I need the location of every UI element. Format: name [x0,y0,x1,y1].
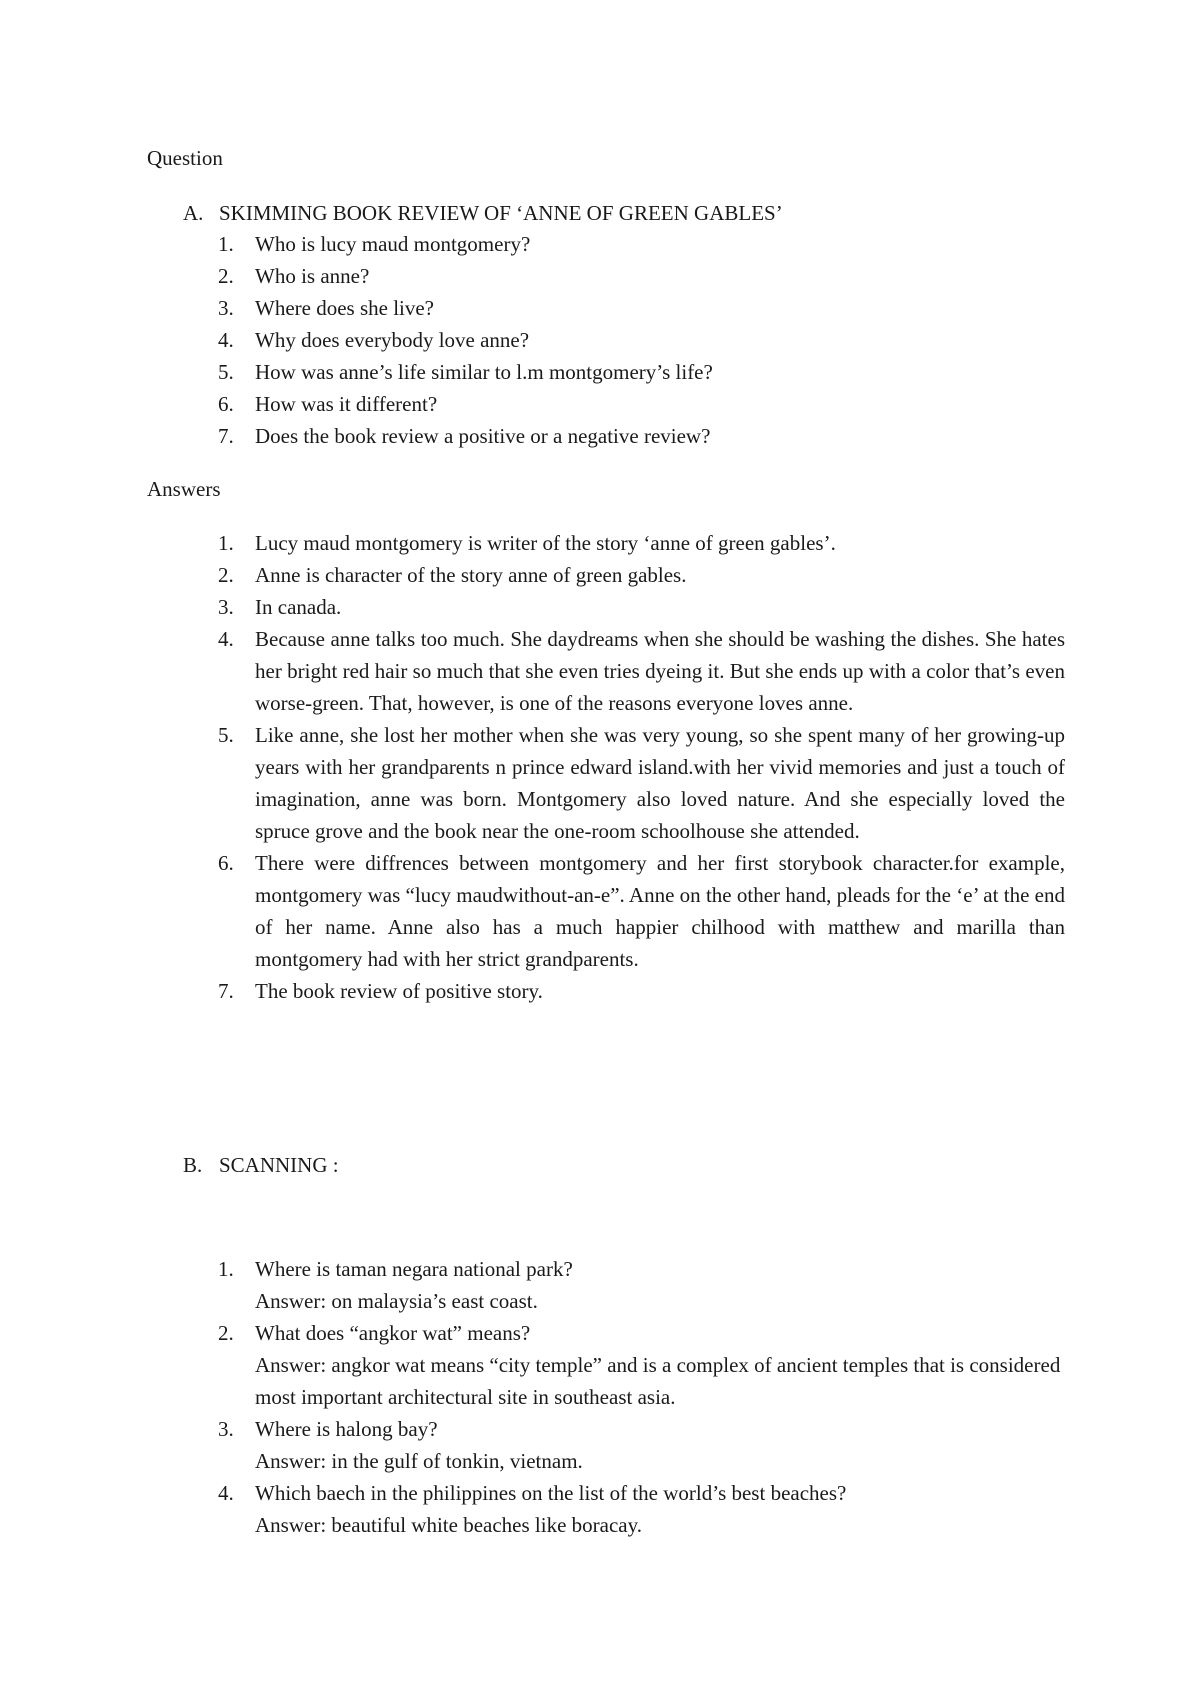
question-text: How was it different? [255,392,438,416]
scanning-question: Where is halong bay? [255,1417,438,1441]
question-text: How was anne’s life similar to l.m montgomery’s life? [255,360,713,384]
answer-number: 3. [218,595,234,619]
question-item [0,356,1065,388]
answer-number: 2. [218,563,234,587]
answer-number: 1. [218,531,234,555]
question-item [0,324,1065,356]
question-item [0,388,1065,420]
answer-item [0,623,1065,719]
answer-text: Lucy maud montgomery is writer of the story ‘anne of green gables’. [255,531,836,555]
answer-item [0,847,1065,975]
section-b-title [183,1153,339,1178]
scanning-item [0,1317,1065,1413]
question-number: 2. [218,264,234,288]
answer-item [0,975,1065,1007]
question-item [0,420,1065,452]
answer-number: 7. [218,979,234,1003]
answer-text: The book review of positive story. [255,979,543,1003]
scanning-question: Where is taman negara national park? [255,1257,573,1281]
question-number: 6. [218,392,234,416]
scanning-number: 3. [218,1417,234,1441]
question-number: 4. [218,328,234,352]
answers-heading: Answers [147,477,221,501]
question-heading: Question [147,146,223,170]
question-item [0,260,1065,292]
question-number: 7. [218,424,234,448]
answer-text: Anne is character of the story anne of green gables. [255,563,687,587]
answers-list [0,527,1065,1007]
section-a-question-list [0,228,1065,452]
section-a-title [183,201,783,226]
scanning-item [0,1477,1065,1541]
question-text: Who is anne? [255,264,370,288]
scanning-list [0,1253,1065,1541]
scanning-answer: Answer: on malaysia’s east coast. [255,1289,538,1313]
answer-number: 6. [218,851,234,875]
question-text: Who is lucy maud montgomery? [255,232,531,256]
scanning-answer: Answer: beautiful white beaches like boracay. [255,1513,642,1537]
answer-text: Like anne, she lost her mother when she was very young, so she spent many of her growing-up years with her grandparents n prince edward island.with her vivid memories and just a touch of imagination, anne was born. Montgomery also loved nature. And she especially loved the spruce grove and the book near the one-room schoolhouse she attended. [255,723,1065,843]
scanning-question: What does “angkor wat” means? [255,1321,531,1345]
answer-text: Because anne talks too much. She daydreams when she should be washing the dishes. She hates her bright red hair so much that she even tries dyeing it. But she ends up with a color that’s even worse-green. That, however, is one of the reasons everyone loves anne. [255,627,1065,715]
answer-text: There were diffrences between montgomery and her first storybook character.for example, montgomery was “lucy maudwithout-an-e”. Anne on the other hand, pleads for the ‘e’ at the end of her name. Anne also has a much happier chilhood with matthew and marilla than montgomery had with her strict grandparents. [255,851,1065,971]
section-b-letter: B. [183,1153,203,1177]
question-text: Where does she live? [255,296,435,320]
answer-number: 5. [218,723,234,747]
answer-item [0,559,1065,591]
scanning-answer: Answer: in the gulf of tonkin, vietnam. [255,1449,583,1473]
question-number: 5. [218,360,234,384]
answer-text: In canada. [255,595,342,619]
scanning-question: Which baech in the philippines on the list of the world’s best beaches? [255,1481,847,1505]
scanning-answer: Answer: angkor wat means “city temple” and is a complex of ancient temples that is considered most important architectural site in southeast asia. [255,1353,1061,1409]
scanning-item [0,1253,1065,1317]
question-item [0,228,1065,260]
question-number: 1. [218,232,234,256]
section-a-letter: A. [183,201,204,225]
question-number: 3. [218,296,234,320]
scanning-number: 4. [218,1481,234,1505]
scanning-number: 2. [218,1321,234,1345]
answer-number: 4. [218,627,234,651]
answer-item [0,591,1065,623]
question-text: Why does everybody love anne? [255,328,530,352]
answer-item [0,719,1065,847]
answer-item [0,527,1065,559]
question-item [0,292,1065,324]
question-text: Does the book review a positive or a negative review? [255,424,711,448]
section-b-title-text: SCANNING : [219,1153,339,1177]
scanning-number: 1. [218,1257,234,1281]
scanning-item [0,1413,1065,1477]
section-a-title-text: SKIMMING BOOK REVIEW OF ‘ANNE OF GREEN GABLES’ [219,201,783,225]
